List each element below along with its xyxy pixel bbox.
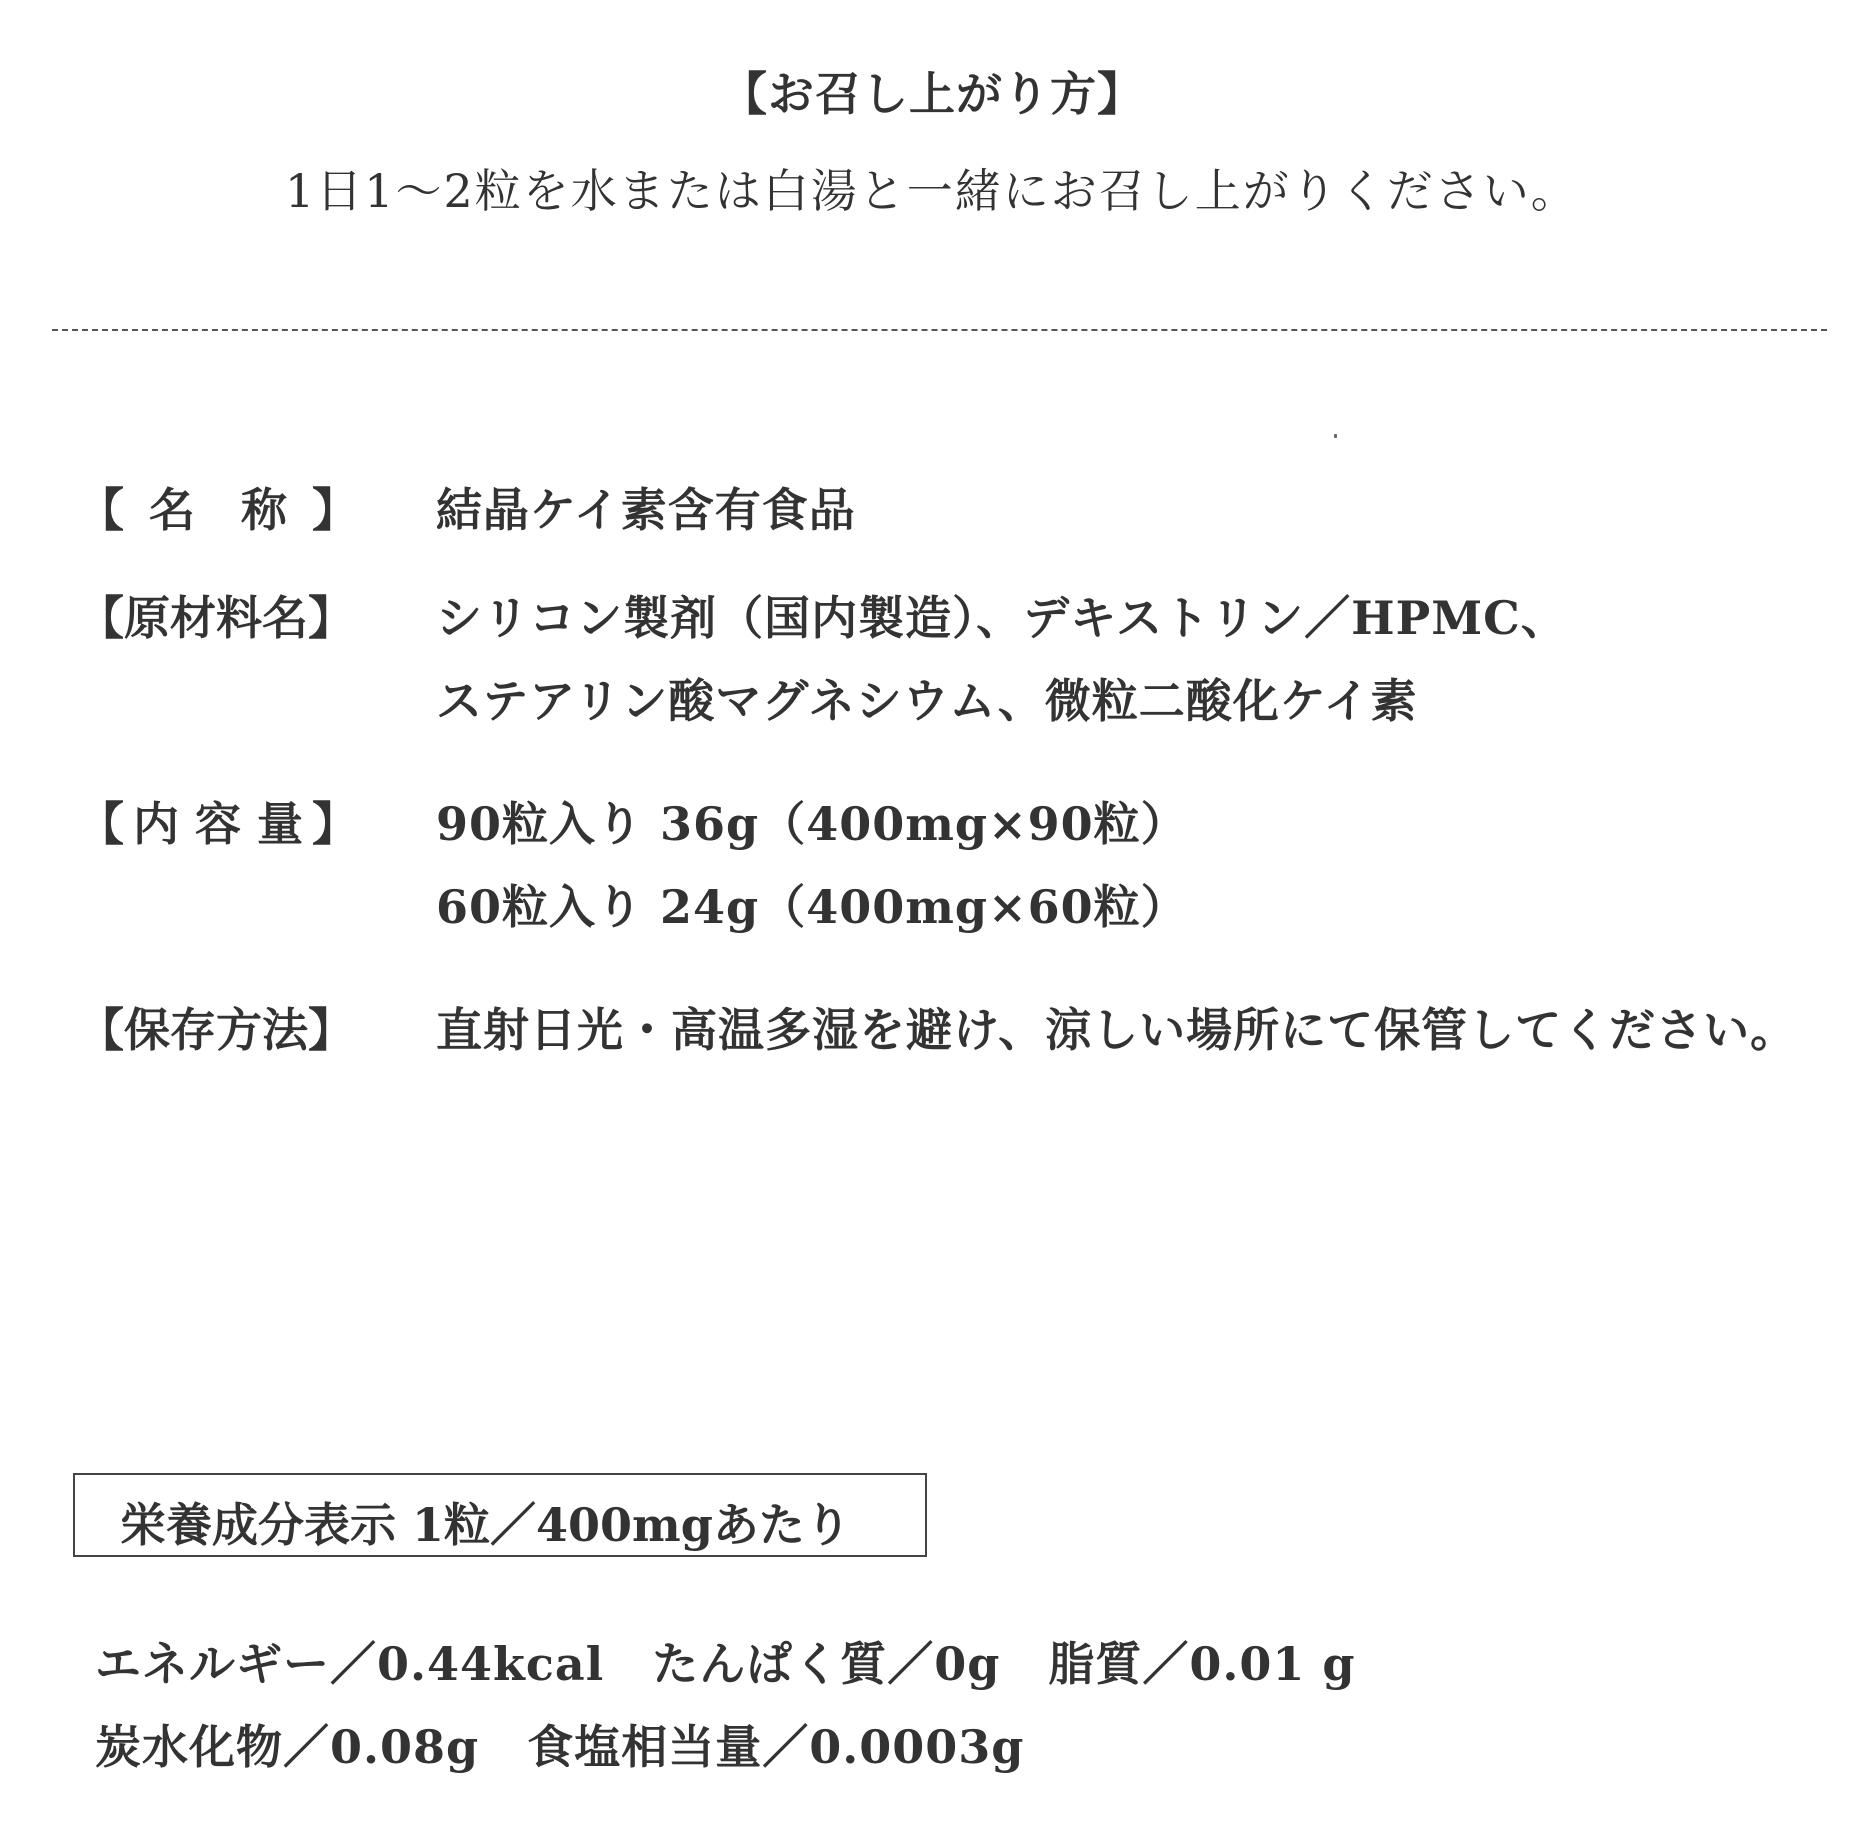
nutrition-protein: たんぱく質／0g <box>652 1637 1001 1691</box>
storage-value: 直射日光・高温多湿を避け、涼しい場所にて保管してください。 <box>436 1003 1798 1057</box>
nutrition-title: 栄養成分表示 1粒／400mgあたり <box>120 1498 851 1552</box>
nutrition-line-2 <box>95 1711 1024 1777</box>
dashed-divider <box>52 329 1827 331</box>
nutrition-fat: 脂質／0.01 g <box>1048 1637 1356 1691</box>
usage-instructions: 1日1～2粒を水または白湯と一緒にお召し上がりください。 <box>285 164 1579 218</box>
name-label-text: 名 称 <box>149 483 287 537</box>
ingredients-line-1: シリコン製剤（国内製造）、デキストリン／HPMC、 <box>436 591 1568 645</box>
contents-label-open: 【 <box>78 797 124 851</box>
ingredients-label: 【原材料名】 <box>78 591 354 645</box>
contents-line-1: 90粒入り 36g（400mg×90粒） <box>436 797 1188 851</box>
contents-label-text: 内 容 量 <box>132 797 304 851</box>
scan-speck <box>1334 434 1337 438</box>
contents-label-close: 】 <box>312 797 358 851</box>
ingredients-line-2: ステアリン酸マグネシウム、微粒二酸化ケイ素 <box>436 674 1418 728</box>
name-label <box>78 474 358 540</box>
name-value: 結晶ケイ素含有食品 <box>436 483 856 537</box>
usage-heading: 【お召し上がり方】 <box>721 67 1144 121</box>
nutrition-energy: エネルギー／0.44kcal <box>95 1637 605 1691</box>
name-label-close: 】 <box>312 483 358 537</box>
nutrition-title-box <box>73 1473 927 1557</box>
contents-line-2: 60粒入り 24g（400mg×60粒） <box>436 880 1188 934</box>
nutrition-salt: 食塩相当量／0.0003g <box>527 1720 1025 1774</box>
storage-label: 【保存方法】 <box>78 1003 354 1057</box>
nutrition-line-1 <box>95 1628 1356 1694</box>
nutrition-carbohydrate: 炭水化物／0.08g <box>95 1720 480 1774</box>
name-label-open: 【 <box>78 483 124 537</box>
contents-label <box>78 788 358 854</box>
